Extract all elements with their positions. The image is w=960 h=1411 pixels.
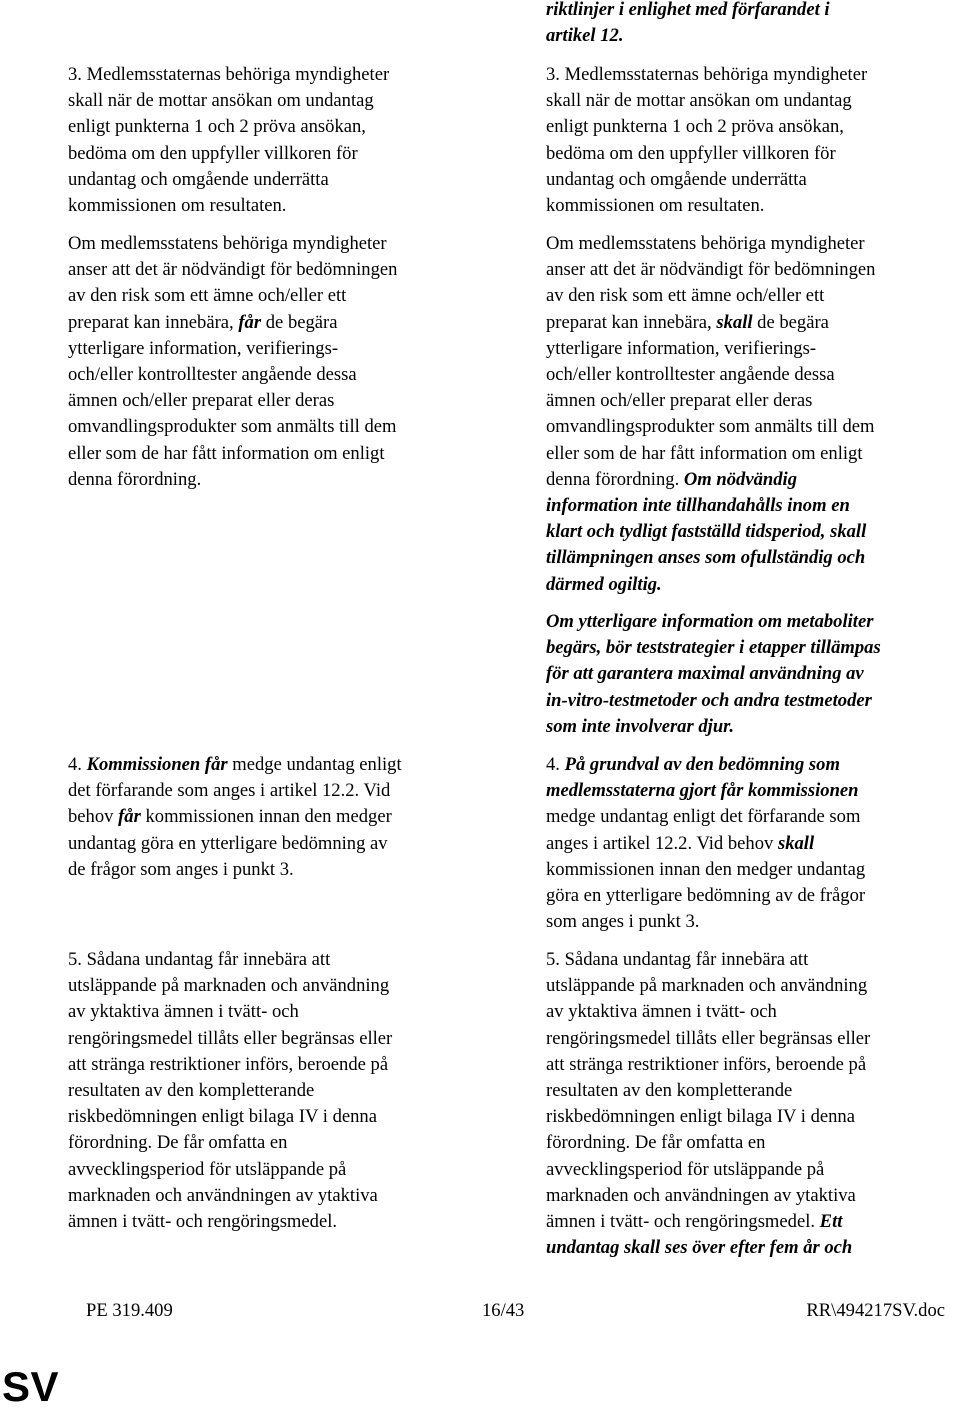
text-run: riskbedömningen enligt bilaga IV i denna: [546, 1106, 855, 1128]
text-line: [546, 661, 960, 687]
text-run: ytterligare information, verifierings-: [68, 337, 339, 359]
amendment-text: därmed ogiltig.: [546, 573, 662, 595]
text-line: [68, 283, 478, 309]
amendment-text: Kommissionen får: [86, 754, 228, 775]
text-run: av den risk som ett ämne och/eller ett: [546, 285, 825, 307]
text-run: de frågor som anges i punkt 3.: [68, 858, 294, 880]
text-line: [68, 1026, 478, 1052]
paragraph: [68, 62, 478, 219]
text-line: [546, 572, 960, 598]
text-line: [68, 973, 478, 999]
text-line: [546, 193, 960, 219]
text-line: [68, 141, 478, 167]
amendment-text: in-vitro-testmetoder och andra testmetoder: [546, 689, 872, 711]
amendment-text: Om nödvändig: [683, 468, 797, 490]
text-run: bedöma om den uppfyller villkoren för: [546, 142, 836, 164]
text-line: [68, 362, 478, 388]
text-line: [68, 1209, 478, 1235]
text-run: att stränga restriktioner införs, beroende på: [68, 1053, 389, 1075]
text-line: [68, 1078, 478, 1104]
text-line: [68, 441, 478, 467]
text-run: ytterligare information, verifierings-: [546, 337, 817, 359]
text-line: [546, 973, 960, 999]
text-run: kommissionen innan den medger undantag: [546, 858, 866, 880]
text-run: ämnen i tvätt- och rengöringsmedel.: [68, 1211, 338, 1233]
text-run: 4.: [546, 754, 565, 775]
text-run: rengöringsmedel tillåts eller begränsas eller: [546, 1027, 871, 1049]
text-line: [68, 947, 478, 973]
text-run: det förfarande som anges i artikel 12.2. Vid: [68, 780, 391, 802]
amendment-text: Om ytterligare information om metaboliter: [546, 611, 874, 632]
amendment-text: för att garantera maximal användning av: [546, 663, 864, 685]
amendment-text: skall: [716, 311, 753, 333]
text-line: [68, 257, 478, 283]
amendment-text: artikel 12.: [546, 25, 624, 47]
text-line: [546, 999, 960, 1025]
text-line: [546, 141, 960, 167]
text-line: [546, 257, 960, 283]
text-run: kommissionen om resultaten.: [68, 195, 287, 217]
text-line: [546, 493, 960, 519]
text-line: [546, 1104, 960, 1130]
text-run: kommissionen om resultaten.: [546, 195, 765, 217]
text-run: ämnen och/eller preparat eller deras: [68, 390, 335, 412]
amendment-text: På grundval av den bedömning som: [564, 754, 840, 775]
text-run: anser att det är nödvändigt för bedömningen: [546, 259, 876, 281]
text-line: [68, 336, 478, 362]
text-run: Om medlemsstatens behöriga myndigheter: [68, 233, 387, 254]
text-line: [546, 62, 960, 88]
text-line: [68, 193, 478, 219]
text-line: [546, 231, 960, 257]
text-line: [546, 23, 960, 49]
text-run: kommissionen innan den medger: [140, 806, 392, 828]
paragraph: [546, 62, 960, 219]
text-line: [546, 947, 960, 973]
paragraph: [68, 947, 478, 1235]
text-line: [546, 752, 960, 778]
text-run: av den risk som ett ämne och/eller ett: [68, 285, 347, 307]
text-line: [68, 778, 478, 804]
amendment-text: riktlinjer i enlighet med förfarandet i: [546, 0, 830, 20]
text-line: [546, 1130, 960, 1156]
text-line: [546, 283, 960, 309]
text-run: skall när de mottar ansökan om undantag: [546, 90, 852, 112]
paragraph: [68, 231, 478, 493]
text-line: [546, 414, 960, 440]
paragraph: [546, 609, 960, 740]
text-line: [546, 609, 960, 635]
text-line: [546, 688, 960, 714]
paragraph: [546, 231, 960, 598]
text-run: 3. Medlemsstaternas behöriga myndigheter: [68, 64, 390, 85]
text-line: [546, 545, 960, 571]
amendment-text: begärs, bör teststrategier i etapper tillämpas: [546, 637, 881, 659]
text-line: [546, 0, 960, 23]
paragraph: [68, 752, 478, 883]
text-run: marknaden och användningen av ytaktiva: [68, 1184, 378, 1206]
text-line: [546, 362, 960, 388]
text-line: [68, 831, 478, 857]
text-line: [68, 114, 478, 140]
amendment-text: undantag skall ses över efter fem år och: [546, 1237, 853, 1259]
paragraph: [546, 947, 960, 1261]
text-run: enligt punkterna 1 och 2 pröva ansökan,: [68, 116, 366, 138]
text-run: förordning. De får omfatta en: [68, 1132, 288, 1154]
text-line: [68, 857, 478, 883]
text-line: [68, 1104, 478, 1130]
text-run: anges i artikel 12.2. Vid behov: [546, 832, 778, 854]
text-run: marknaden och användningen av ytaktiva: [546, 1184, 856, 1206]
language-code: SV: [2, 1363, 60, 1410]
text-run: undantag och omgående underrätta: [68, 168, 329, 190]
text-line: [546, 167, 960, 193]
page-footer: [0, 1298, 960, 1324]
text-line: [546, 909, 960, 935]
text-run: av yktaktiva ämnen i tvätt- och: [546, 1001, 777, 1023]
text-run: denna förordning.: [546, 468, 684, 490]
text-line: [546, 1157, 960, 1183]
text-run: avvecklingsperiod för utsläppande på: [68, 1158, 347, 1180]
text-line: [546, 714, 960, 740]
text-run: Om medlemsstatens behöriga myndigheter: [546, 233, 865, 254]
text-run: de begära: [752, 311, 829, 333]
text-run: preparat kan innebära,: [546, 311, 717, 333]
text-run: göra en ytterligare bedömning av de frågor: [546, 885, 866, 907]
text-run: och/eller kontrolltester angående dessa: [68, 364, 357, 386]
text-run: omvandlingsprodukter som anmälts till dem: [68, 416, 397, 438]
text-run: resultaten av den kompletterande: [546, 1080, 793, 1102]
text-run: resultaten av den kompletterande: [68, 1080, 315, 1102]
text-line: [68, 1183, 478, 1209]
amendment-text: medlemsstaterna gjort får kommissionen: [546, 780, 859, 802]
text-run: ämnen i tvätt- och rengöringsmedel.: [546, 1211, 820, 1233]
text-line: [68, 467, 478, 493]
text-line: [68, 804, 478, 830]
amendment-text: Ett: [819, 1211, 843, 1233]
text-run: 5. Sådana undantag får innebära att: [546, 949, 809, 970]
text-line: [546, 441, 960, 467]
text-run: undantag och omgående underrätta: [546, 168, 807, 190]
text-line: [546, 519, 960, 545]
text-line: [546, 1235, 960, 1261]
document-reference: PE 319.409: [86, 1300, 173, 1321]
text-run: skall när de mottar ansökan om undantag: [68, 90, 374, 112]
text-run: medge undantag enligt det förfarande som: [546, 806, 861, 828]
text-line: [68, 1052, 478, 1078]
text-run: de begära: [261, 311, 338, 333]
text-run: ämnen och/eller preparat eller deras: [546, 390, 813, 412]
text-run: eller som de har fått information om enligt: [546, 442, 863, 464]
amendment-text: skall: [777, 832, 815, 854]
text-line: [546, 88, 960, 114]
text-line: [546, 1026, 960, 1052]
text-run: 5. Sådana undantag får innebära att: [68, 949, 331, 970]
text-line: [546, 635, 960, 661]
text-line: [68, 1157, 478, 1183]
text-run: denna förordning.: [68, 468, 202, 490]
text-run: behov: [68, 806, 119, 828]
text-run: utsläppande på marknaden och användning: [68, 975, 390, 997]
text-line: [68, 414, 478, 440]
file-name: RR\494217SV.doc: [806, 1300, 945, 1321]
text-run: som anges i punkt 3.: [546, 911, 700, 933]
text-run: avvecklingsperiod för utsläppande på: [546, 1158, 825, 1180]
text-line: [546, 778, 960, 804]
paragraph: [546, 0, 960, 49]
text-line: [68, 752, 478, 778]
text-line: [546, 336, 960, 362]
text-line: [68, 310, 478, 336]
text-line: [546, 114, 960, 140]
text-run: av yktaktiva ämnen i tvätt- och: [68, 1001, 299, 1023]
text-line: [546, 1209, 960, 1235]
text-line: [68, 1130, 478, 1156]
text-run: enligt punkterna 1 och 2 pröva ansökan,: [546, 116, 844, 138]
text-line: [68, 999, 478, 1025]
text-run: 4.: [68, 754, 87, 775]
text-line: [546, 1078, 960, 1104]
amendment-text: tillämpningen anses som ofullständig och: [546, 547, 866, 569]
amendment-text: klart och tydligt fastställd tidsperiod, skall: [546, 521, 867, 543]
text-run: utsläppande på marknaden och användning: [546, 975, 868, 997]
text-line: [546, 310, 960, 336]
amendment-text: information inte tillhandahålls inom en: [546, 495, 850, 517]
amendment-text: får: [118, 806, 141, 828]
text-run: att stränga restriktioner införs, beroende på: [546, 1053, 867, 1075]
text-line: [546, 883, 960, 909]
text-line: [546, 831, 960, 857]
amendment-text: som inte involverar djur.: [546, 715, 735, 737]
text-line: [68, 388, 478, 414]
text-run: rengöringsmedel tillåts eller begränsas eller: [68, 1027, 393, 1049]
text-line: [68, 88, 478, 114]
text-line: [68, 167, 478, 193]
text-run: riskbedömningen enligt bilaga IV i denna: [68, 1106, 377, 1128]
page-number: 16/43: [482, 1300, 525, 1321]
text-line: [546, 388, 960, 414]
text-line: [546, 1183, 960, 1209]
text-line: [546, 467, 960, 493]
amendment-text: får: [238, 311, 262, 333]
text-run: 3. Medlemsstaternas behöriga myndigheter: [546, 64, 868, 85]
text-run: medge undantag enligt: [227, 754, 402, 775]
text-line: [68, 62, 478, 88]
text-line: [68, 231, 478, 257]
text-line: [546, 857, 960, 883]
paragraph: [546, 752, 960, 935]
text-run: och/eller kontrolltester angående dessa: [546, 364, 835, 386]
text-run: bedöma om den uppfyller villkoren för: [68, 142, 358, 164]
text-run: eller som de har fått information om enligt: [68, 442, 385, 464]
text-run: preparat kan innebära,: [68, 311, 239, 333]
text-run: omvandlingsprodukter som anmälts till dem: [546, 416, 875, 438]
text-run: förordning. De får omfatta en: [546, 1132, 766, 1154]
text-line: [546, 804, 960, 830]
text-run: anser att det är nödvändigt för bedömningen: [68, 259, 398, 281]
text-run: undantag göra en ytterligare bedömning av: [68, 832, 388, 854]
text-line: [546, 1052, 960, 1078]
